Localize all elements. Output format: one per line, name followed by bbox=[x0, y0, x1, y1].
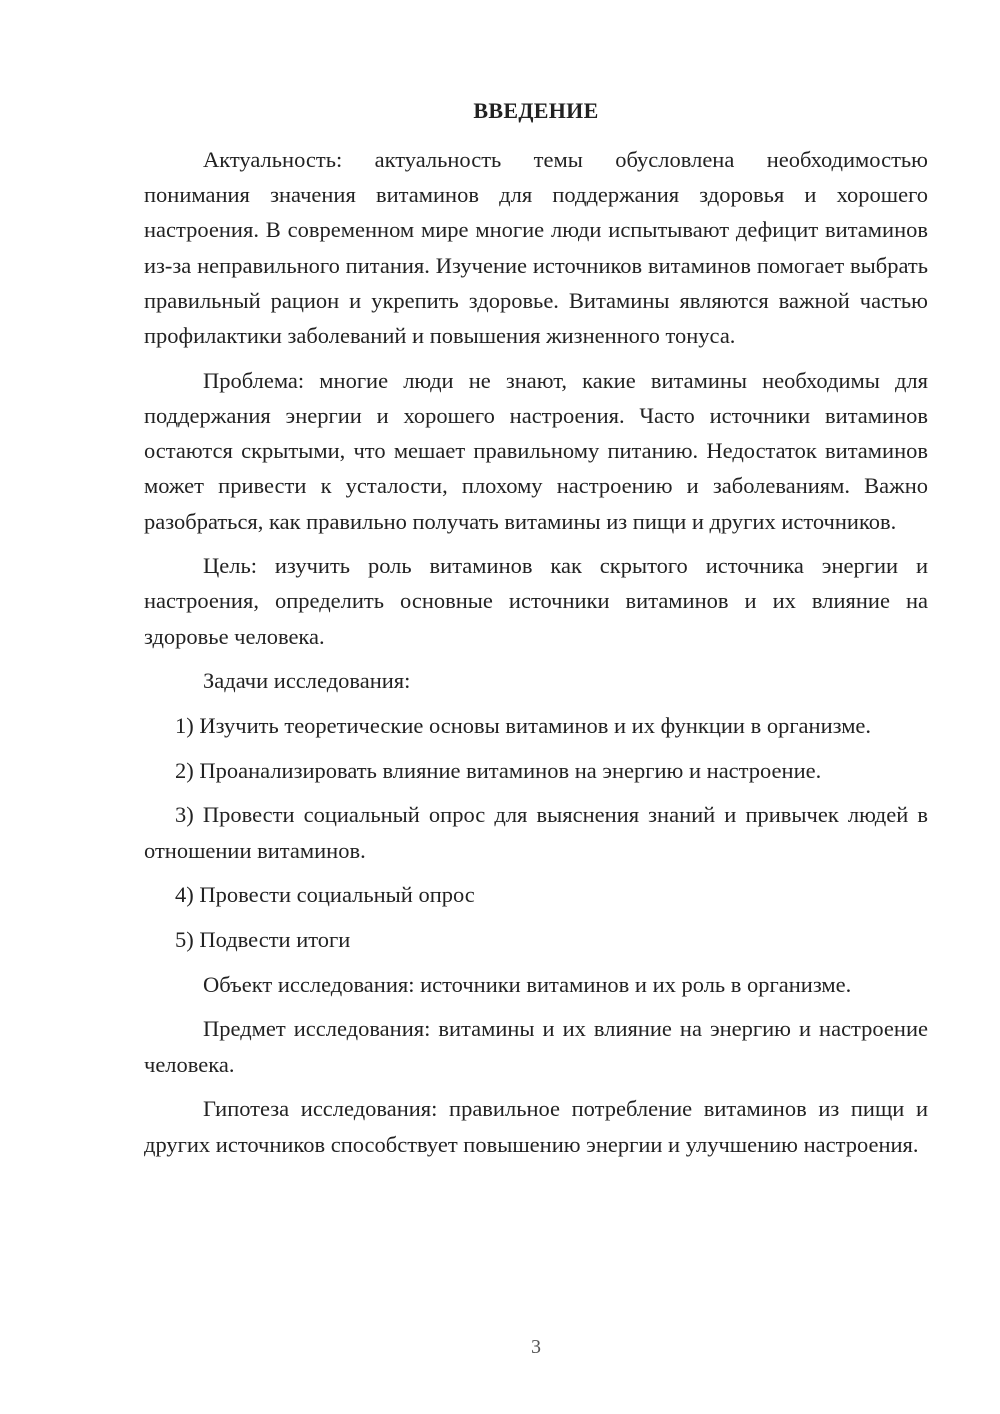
task-item-2: 2) Проанализировать влияние витаминов на энергию и настроение. bbox=[175, 757, 822, 783]
paragraph-subject: Предмет исследования: витамины и их влияние на энергию и настроение человека. bbox=[144, 1016, 928, 1077]
paragraph-relevance: Актуальность: актуальность темы обусловлена необходимостью понимания значения витаминов для поддержания здоровья и хорошего настроения. В современном мире многие люди испытывают дефицит витаминов из-за неправильного питания. Изучение источников витаминов помогает выбрать правильный рацион и укрепить здоровье. Витамины являются важной частью профилактики заболеваний и повышения жизненного тонуса. bbox=[144, 147, 928, 349]
paragraph-problem: Проблема: многие люди не знают, какие витамины необходимы для поддержания энергии и хорошего настроения. Часто источники витаминов остаются скрытыми, что мешает правильному питанию. Недостаток витаминов может привести к усталости, плохому настроению и заболеваниям. Важно разобраться, как правильно получать витамины из пищи и других источников. bbox=[144, 367, 928, 534]
task-item-4: 4) Провести социальный опрос bbox=[175, 882, 475, 908]
paragraph-goal: Цель: изучить роль витаминов как скрытого источника энергии и настроения, определить основные источники витаминов и их влияние на здоровье человека. bbox=[144, 553, 928, 649]
page-number: 3 bbox=[531, 1336, 541, 1358]
task-item-3: 3) Провести социальный опрос для выяснения знаний и привычек людей в отношении витаминов. bbox=[144, 802, 928, 863]
tasks-heading: Задачи исследования: bbox=[203, 668, 411, 694]
section-title: ВВЕДЕНИЕ bbox=[473, 98, 599, 123]
task-item-1: 1) Изучить теоретические основы витаминов и их функции в организме. bbox=[175, 713, 872, 739]
document-body bbox=[144, 142, 928, 1162]
task-item-5: 5) Подвести итоги bbox=[175, 927, 351, 953]
paragraph-hypothesis: Гипотеза исследования: правильное потребление витаминов из пищи и других источников способствует повышению энергии и улучшению настроения. bbox=[144, 1096, 928, 1157]
paragraph-object: Объект исследования: источники витаминов и их роль в организме. bbox=[203, 971, 852, 997]
